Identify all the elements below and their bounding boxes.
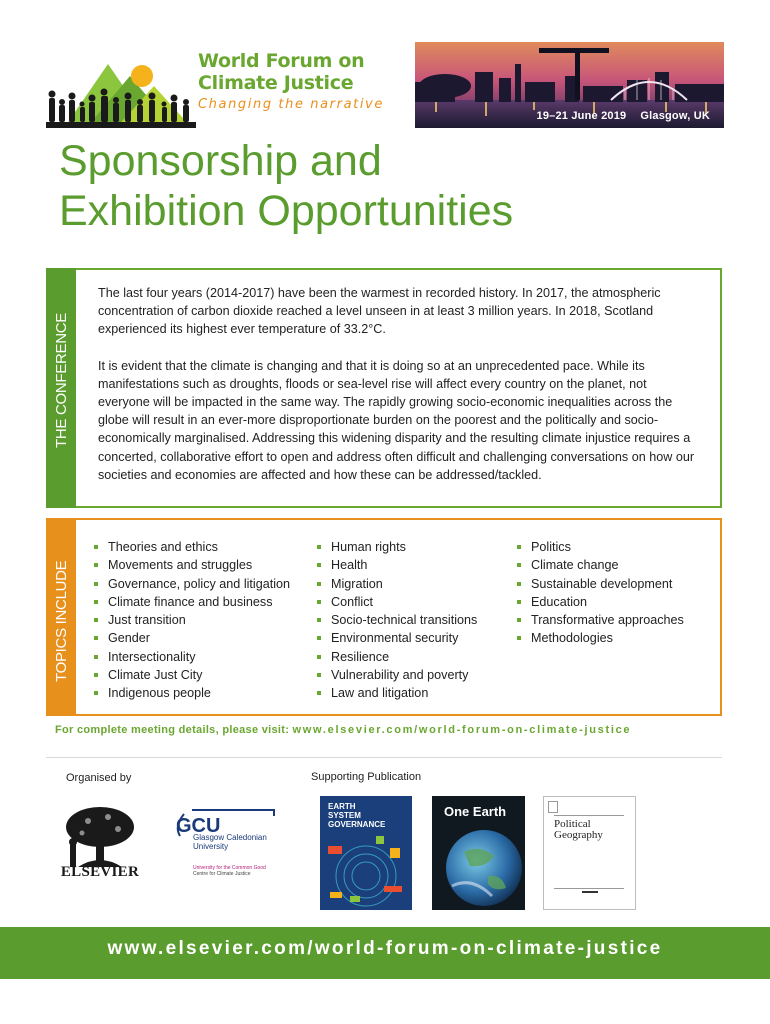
gcu-name [193,834,267,851]
journal-cover-earth-system-governance[interactable] [320,796,412,910]
meeting-details-prefix: For complete meeting details, please visit: [55,724,293,736]
topic-item: Migration [317,575,477,593]
gcu-name-line1: Glasgow Caledonian [193,833,267,842]
logo-title [198,50,418,94]
topic-item: Health [317,556,477,574]
footer-url-link[interactable]: www.elsevier.com/world-forum-on-climate-justice [107,938,663,959]
meeting-details-line [55,724,631,736]
conference-paragraph-2: It is evident that the climate is changing and that it is doing so at an unprecedented pace. While its manifestations such as droughts, floods or sea-level rise will affect every country on the planet, not everyone will be impacted in the same way. The rapidly growing socio-economic inequalities across the globe will result in an ever-more disproportionate burden on the poorest and the politically and socio-economically marginalised. Addressing this widening disparity and the resulting climate injustice requires a concerted, collaborative effort to open and address often difficult and challenging conversations on how our societies and economies are affected and how these can be addressed/tackled. [98,358,695,482]
topics-column-3 [517,538,684,648]
topic-item: Environmental security [317,629,477,647]
section-divider [46,757,722,758]
footer-bar [0,927,770,979]
logo-title-line2: Climate Justice [198,72,354,94]
topic-item: Vulnerability and poverty [317,666,477,684]
topic-item: Climate change [517,556,684,574]
topic-item: Politics [517,538,684,556]
logo-text [198,50,418,112]
journal-cover-one-earth[interactable] [432,796,525,910]
event-header [46,42,724,128]
publisher-emblem [548,801,558,813]
elsevier-wordmark: ELSEVIER [60,864,140,880]
topic-item: Methodologies [517,629,684,647]
logo-title-line1: World Forum on [198,50,365,72]
gcu-initials: GCU [176,815,221,837]
topic-item: Intersectionality [94,648,290,666]
cover-rule [554,888,624,889]
supporting-publication-label: Supporting Publication [311,771,422,783]
topics-section [46,518,722,716]
event-date-location [523,110,711,122]
topic-item: Education [517,593,684,611]
topics-column-1 [94,538,290,703]
topic-item: Just transition [94,611,290,629]
topics-label-text: TOPICS INCLUDE [53,560,70,682]
conference-label-text: THE CONFERENCE [53,313,70,448]
topics-side-label [46,518,76,716]
logo-tagline: Changing the narrative [198,97,384,112]
cover-rule [554,815,624,816]
page-title [59,136,719,236]
cover-mark [582,891,598,893]
topic-item: Transformative approaches [517,611,684,629]
topic-item: Climate finance and business [94,593,290,611]
cover-title-line1: Political [554,818,591,830]
topic-item: Socio-technical transitions [317,611,477,629]
topics-column-2 [317,538,477,703]
cover-title: One Earth [444,804,507,819]
topic-item: Gender [94,629,290,647]
topic-item: Resilience [317,648,477,666]
meeting-details-link[interactable]: www.elsevier.com/world-forum-on-climate-justice [292,724,632,736]
topic-item: Climate Just City [94,666,290,684]
topic-item: Conflict [317,593,477,611]
gcu-centre: Centre for Climate Justice [193,871,251,877]
conference-section [46,268,722,508]
conference-paragraph-1: The last four years (2014-2017) have been the warmest in recorded history. In 2017, the atmospheric concentration of carbon dioxide reached a level unseen in at least 3 million years. In 2018, Scotland experienced its highest ever temperature of 33.2°C. [98,286,661,337]
cover-title-line3: GOVERNANCE [328,820,386,829]
topic-item: Movements and struggles [94,556,290,574]
cover-title-line2: Geography [554,829,603,841]
gcu-tagline: University for the Common Good [193,865,266,871]
people-silhouettes-logo [46,42,196,128]
gcu-name-line2: University [193,841,229,851]
event-dates: 19–21 June 2019 [536,110,627,122]
topic-item: Human rights [317,538,477,556]
glasgow-skyline-photo [415,42,724,128]
conference-side-label [46,268,76,508]
topic-item: Theories and ethics [94,538,290,556]
cover-title [328,802,385,829]
cover-title-line1: EARTH [328,802,356,811]
topic-item: Indigenous people [94,684,290,702]
page-title-line2: Exhibition Opportunities [59,187,514,235]
topic-item: Sustainable development [517,575,684,593]
journal-cover-political-geography[interactable] [543,796,636,910]
organised-by-label: Organised by [66,772,132,784]
topic-item: Law and litigation [317,684,477,702]
cover-title [554,819,603,841]
page-title-line1: Sponsorship and [59,137,382,185]
cover-title-line2: SYSTEM [328,811,361,820]
gcu-subtitle [193,865,266,877]
conference-description [98,284,700,484]
topic-item: Governance, policy and litigation [94,575,290,593]
event-location: Glasgow, UK [640,110,710,122]
